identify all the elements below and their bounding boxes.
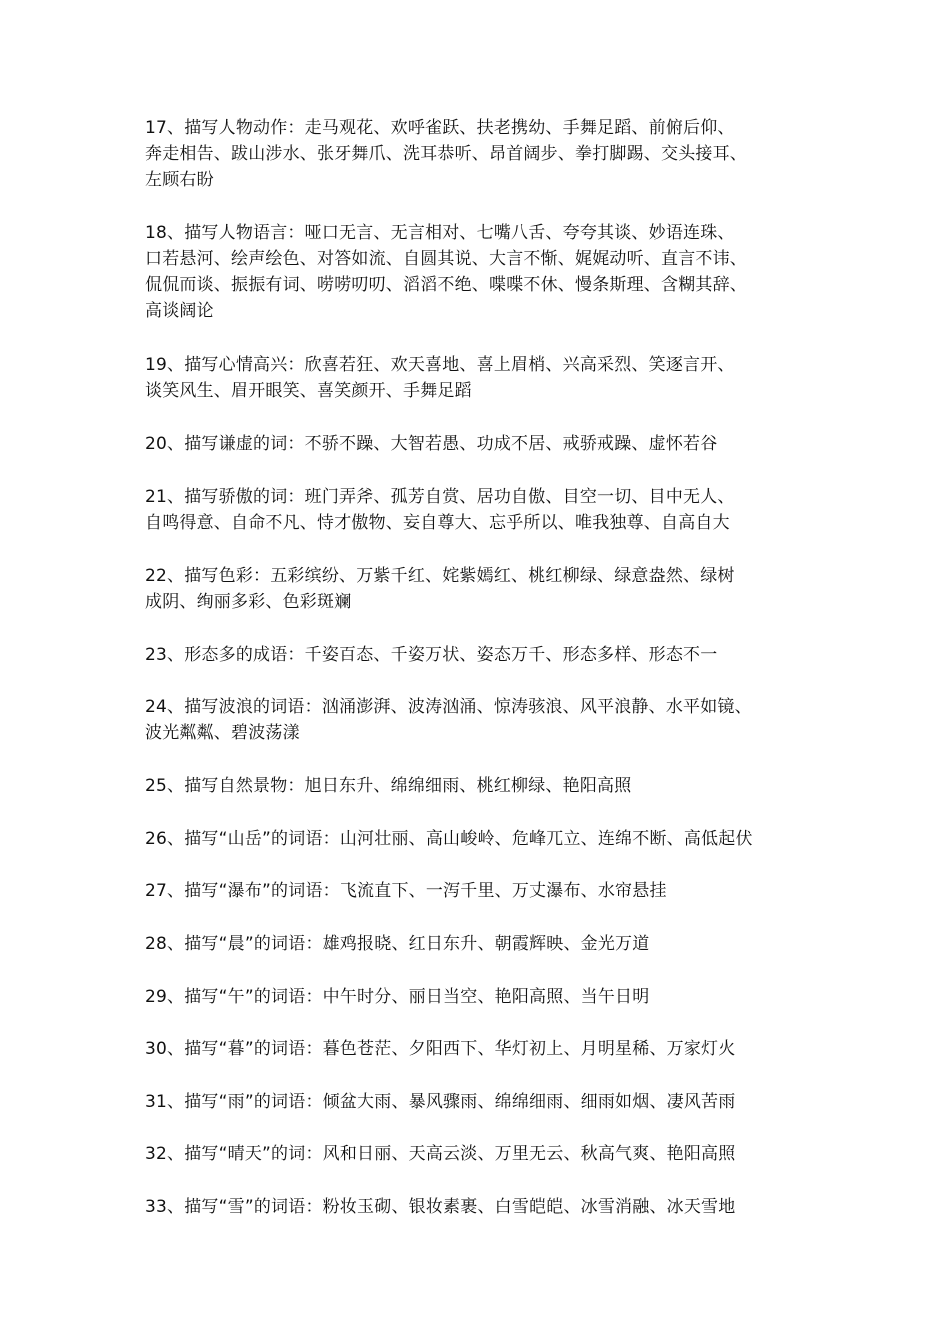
entry-line: 口若悬河、绘声绘色、对答如流、自圆其说、大言不惭、娓娓动听、直言不讳、 <box>145 249 747 269</box>
entry-18 <box>145 220 825 324</box>
entry-33 <box>145 1194 825 1220</box>
entry-20 <box>145 431 825 457</box>
entry-line: 侃侃而谈、振振有词、唠唠叨叨、滔滔不绝、喋喋不休、慢条斯理、含糊其辞、 <box>145 275 747 295</box>
entry-23 <box>145 642 825 668</box>
entry-line: 23、形态多的成语：千姿百态、千姿万状、姿态万千、形态多样、形态不一 <box>145 645 718 665</box>
entry-26 <box>145 826 825 852</box>
entry-line: 31、描写“雨”的词语：倾盆大雨、暴风骤雨、绵绵细雨、细雨如烟、凄风苦雨 <box>145 1092 736 1112</box>
entry-line: 奔走相告、跋山涉水、张牙舞爪、洗耳恭听、昂首阔步、拳打脚踢、交头接耳、 <box>145 144 747 164</box>
entry-line: 29、描写“午”的词语：中午时分、丽日当空、艳阳高照、当午日明 <box>145 987 650 1007</box>
entry-29 <box>145 984 825 1010</box>
entry-22 <box>145 563 825 615</box>
entry-line: 28、描写“晨”的词语：雄鸡报晓、红日东升、朝霞辉映、金光万道 <box>145 934 650 954</box>
entry-27 <box>145 878 825 904</box>
entry-19 <box>145 352 825 404</box>
entry-24 <box>145 694 825 746</box>
entry-25 <box>145 773 825 799</box>
entry-line: 26、描写“山岳”的词语：山河壮丽、高山峻岭、危峰兀立、连绵不断、高低起伏 <box>145 829 753 849</box>
entry-30 <box>145 1036 825 1062</box>
entry-line: 19、描写心情高兴：欣喜若狂、欢天喜地、喜上眉梢、兴高采烈、笑逐言开、 <box>145 355 735 375</box>
entry-line: 17、描写人物动作：走马观花、欢呼雀跃、扶老携幼、手舞足蹈、前俯后仰、 <box>145 118 735 138</box>
entry-line: 22、描写色彩：五彩缤纷、万紫千红、姹紫嫣红、桃红柳绿、绿意盎然、绿树 <box>145 566 735 586</box>
entry-line: 33、描写“雪”的词语：粉妆玉砌、银妆素裹、白雪皑皑、冰雪消融、冰天雪地 <box>145 1197 736 1217</box>
entry-line: 左顾右盼 <box>145 170 214 190</box>
entry-line: 波光粼粼、碧波荡漾 <box>145 723 300 743</box>
entry-line: 高谈阔论 <box>145 301 214 321</box>
entry-21 <box>145 484 825 536</box>
entry-line: 成阴、绚丽多彩、色彩斑斓 <box>145 592 352 612</box>
entry-line: 谈笑风生、眉开眼笑、喜笑颜开、手舞足蹈 <box>145 381 472 401</box>
entry-line: 32、描写“晴天”的词：风和日丽、天高云淡、万里无云、秋高气爽、艳阳高照 <box>145 1144 736 1164</box>
entry-line: 18、描写人物语言：哑口无言、无言相对、七嘴八舌、夸夸其谈、妙语连珠、 <box>145 223 735 243</box>
entry-28 <box>145 931 825 957</box>
entry-32 <box>145 1141 825 1167</box>
entry-line: 25、描写自然景物：旭日东升、绵绵细雨、桃红柳绿、艳阳高照 <box>145 776 632 796</box>
entry-17 <box>145 115 825 193</box>
entry-line: 21、描写骄傲的词：班门弄斧、孤芳自赏、居功自傲、目空一切、目中无人、 <box>145 487 735 507</box>
entry-line: 24、描写波浪的词语：汹涌澎湃、波涛汹涌、惊涛骇浪、风平浪静、水平如镜、 <box>145 697 752 717</box>
entry-line: 30、描写“暮”的词语：暮色苍茫、夕阳西下、华灯初上、月明星稀、万家灯火 <box>145 1039 736 1059</box>
entry-line: 27、描写“瀑布”的词语：飞流直下、一泻千里、万丈瀑布、水帘悬挂 <box>145 881 667 901</box>
entry-31 <box>145 1089 825 1115</box>
entry-line: 20、描写谦虚的词：不骄不躁、大智若愚、功成不居、戒骄戒躁、虚怀若谷 <box>145 434 718 454</box>
entry-line: 自鸣得意、自命不凡、恃才傲物、妄自尊大、忘乎所以、唯我独尊、自高自大 <box>145 513 730 533</box>
